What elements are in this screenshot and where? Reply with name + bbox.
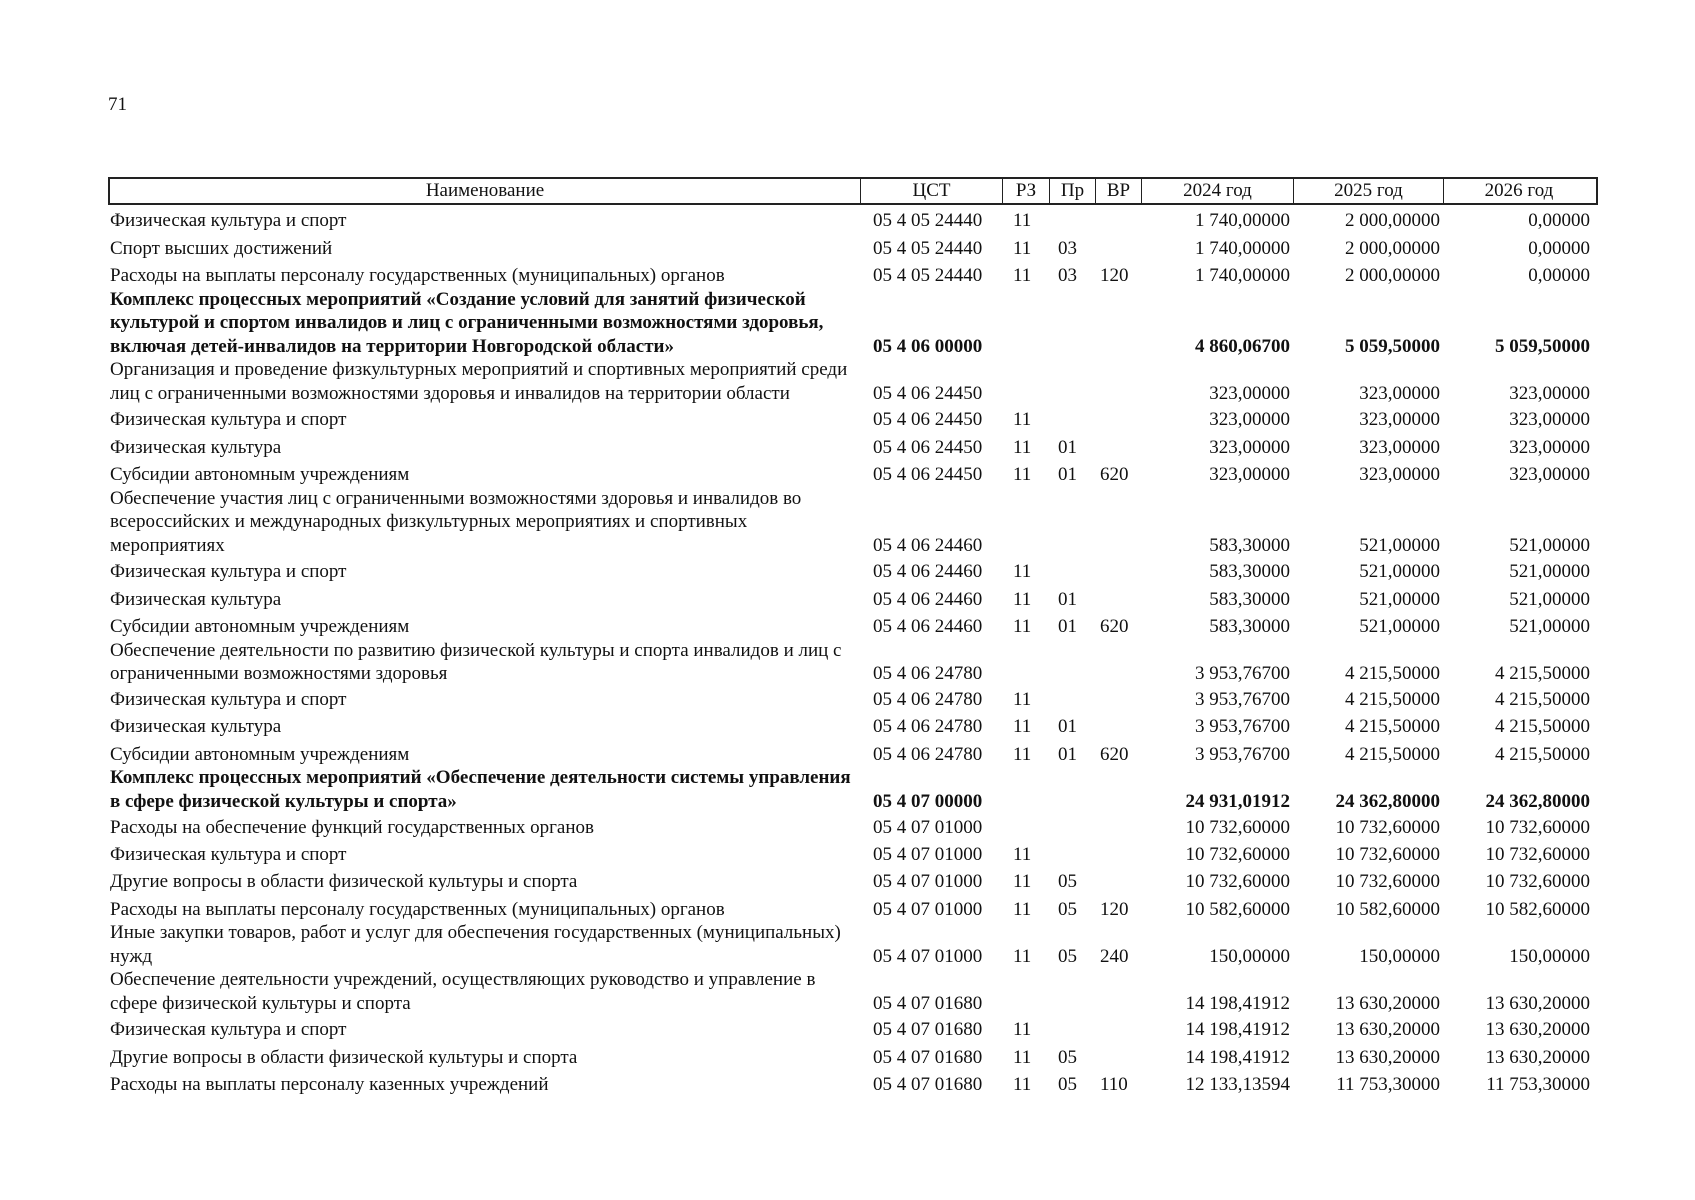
row-name: Спорт высших достижений — [110, 237, 333, 259]
row-2024: 583,30000 — [1209, 561, 1290, 582]
row-vr: 120 — [1100, 265, 1129, 286]
row-name: Обеспечение деятельности учреждений, осуществляющих руководство и управление в сфере физической культуры и спорта — [110, 969, 816, 1014]
row-cst: 05 4 06 24460 — [873, 588, 983, 610]
header-rz: РЗ — [1003, 179, 1050, 203]
row-2025: 2 000,00000 — [1345, 265, 1440, 286]
table-row — [108, 209, 1598, 233]
row-vr: 110 — [1100, 1074, 1128, 1095]
row-2025: 10 732,60000 — [1335, 817, 1440, 838]
row-2026: 4 215,50000 — [1495, 743, 1590, 765]
row-vr: 240 — [1100, 945, 1129, 967]
row-2024: 1 740,00000 — [1195, 210, 1290, 231]
row-name: Физическая культура и спорт — [110, 409, 347, 430]
row-2025: 323,00000 — [1359, 436, 1440, 458]
row-cst: 05 4 06 24780 — [873, 743, 983, 765]
row-pr: 05 — [1058, 1046, 1077, 1068]
row-2025: 2 000,00000 — [1345, 210, 1440, 231]
row-2026: 521,00000 — [1509, 588, 1590, 610]
row-2025: 5 059,50000 — [1345, 335, 1440, 357]
row-vr: 620 — [1100, 464, 1129, 485]
row-2024: 3 953,76700 — [1195, 663, 1290, 684]
table-row — [108, 463, 1598, 487]
row-2024: 583,30000 — [1209, 534, 1290, 556]
row-cst: 05 4 07 01000 — [873, 871, 983, 892]
table-row — [108, 1018, 1598, 1042]
row-name: Другие вопросы в области физической культуры и спорта — [110, 871, 578, 892]
row-2026: 323,00000 — [1509, 409, 1590, 430]
row-2026: 13 630,20000 — [1485, 1046, 1590, 1068]
row-2026: 323,00000 — [1509, 436, 1590, 458]
table-row — [108, 408, 1598, 432]
row-2024: 3 953,76700 — [1195, 688, 1290, 710]
row-pr: 01 — [1058, 436, 1077, 458]
row-2025: 24 362,80000 — [1335, 790, 1440, 812]
row-name: Расходы на выплаты персоналу государственных (муниципальных) органов — [110, 898, 725, 920]
row-name: Физическая культура — [110, 716, 282, 737]
row-cst: 05 4 06 24450 — [873, 382, 983, 404]
row-2024: 1 740,00000 — [1195, 265, 1290, 286]
row-2026: 24 362,80000 — [1485, 790, 1590, 812]
row-2025: 10 732,60000 — [1335, 843, 1440, 865]
row-2025: 13 630,20000 — [1335, 1046, 1440, 1068]
row-name: Субсидии автономным учреждениям — [110, 616, 410, 637]
row-2026: 0,00000 — [1528, 237, 1590, 259]
row-pr: 01 — [1058, 716, 1077, 737]
row-pr: 01 — [1058, 616, 1077, 637]
row-name: Расходы на выплаты персоналу казенных учреждений — [110, 1074, 549, 1095]
row-2026: 150,00000 — [1509, 945, 1590, 967]
row-2025: 13 630,20000 — [1335, 992, 1440, 1014]
row-rz: 11 — [1013, 716, 1032, 737]
row-pr: 05 — [1058, 945, 1077, 967]
row-2024: 1 740,00000 — [1195, 237, 1290, 259]
row-2026: 521,00000 — [1509, 534, 1590, 556]
table-row — [108, 639, 1598, 686]
table-row — [108, 487, 1598, 558]
row-2024: 12 133,13594 — [1185, 1074, 1290, 1095]
row-name: Комплекс процессных мероприятий «Создание условий для занятий физической культурой и спортом инвалидов и лиц с ограниченными возможностями здоровья, включая детей-инвалидов на территории Новгородской области» — [110, 288, 824, 357]
table-header — [108, 177, 1598, 205]
row-vr: 620 — [1100, 616, 1129, 637]
row-rz: 11 — [1013, 409, 1032, 430]
row-2024: 10 582,60000 — [1185, 898, 1290, 920]
row-cst: 05 4 06 24780 — [873, 716, 983, 737]
row-2025: 323,00000 — [1359, 464, 1440, 485]
row-name: Физическая культура и спорт — [110, 843, 347, 865]
row-pr: 05 — [1058, 1074, 1077, 1095]
row-2024: 10 732,60000 — [1185, 817, 1290, 838]
row-2026: 4 215,50000 — [1495, 688, 1590, 710]
row-name: Физическая культура и спорт — [110, 210, 347, 231]
row-2025: 4 215,50000 — [1345, 663, 1440, 684]
table-row — [108, 436, 1598, 460]
row-rz: 11 — [1013, 210, 1032, 231]
row-cst: 05 4 06 24450 — [873, 464, 983, 485]
row-pr: 03 — [1058, 237, 1077, 259]
table-row — [108, 560, 1598, 584]
row-2025: 4 215,50000 — [1345, 743, 1440, 765]
row-name: Физическая культура — [110, 588, 282, 610]
row-2026: 521,00000 — [1509, 561, 1590, 582]
row-rz: 11 — [1013, 945, 1032, 967]
row-rz: 11 — [1013, 743, 1032, 765]
row-2025: 521,00000 — [1359, 616, 1440, 637]
row-cst: 05 4 06 24450 — [873, 436, 983, 458]
row-2026: 13 630,20000 — [1485, 1019, 1590, 1040]
row-cst: 05 4 07 01680 — [873, 1019, 983, 1040]
row-name: Иные закупки товаров, работ и услуг для обеспечения государственных (муниципальных) нужд — [110, 922, 841, 967]
row-vr: 620 — [1100, 743, 1129, 765]
row-2026: 323,00000 — [1509, 382, 1590, 404]
row-cst: 05 4 07 01000 — [873, 945, 983, 967]
table-row — [108, 358, 1598, 405]
row-2026: 4 215,50000 — [1495, 663, 1590, 684]
row-cst: 05 4 07 01000 — [873, 817, 983, 838]
row-2025: 521,00000 — [1359, 561, 1440, 582]
row-name: Субсидии автономным учреждениям — [110, 464, 410, 485]
table-row — [108, 715, 1598, 739]
row-2026: 10 732,60000 — [1485, 817, 1590, 838]
table-row — [108, 288, 1598, 359]
row-cst: 05 4 07 01000 — [873, 898, 983, 920]
row-name: Другие вопросы в области физической культуры и спорта — [110, 1046, 578, 1068]
table-row — [108, 843, 1598, 867]
row-cst: 05 4 06 24780 — [873, 663, 983, 684]
row-rz: 11 — [1013, 898, 1032, 920]
row-name: Физическая культура и спорт — [110, 561, 347, 582]
row-pr: 03 — [1058, 265, 1077, 286]
row-2025: 13 630,20000 — [1335, 1019, 1440, 1040]
row-2024: 3 953,76700 — [1195, 716, 1290, 737]
table-row — [108, 766, 1598, 813]
row-2025: 4 215,50000 — [1345, 716, 1440, 737]
row-cst: 05 4 06 00000 — [873, 335, 983, 357]
row-cst: 05 4 06 24450 — [873, 409, 983, 430]
row-2025: 10 582,60000 — [1335, 898, 1440, 920]
row-rz: 11 — [1013, 237, 1032, 259]
row-rz: 11 — [1013, 265, 1032, 286]
row-2024: 150,00000 — [1209, 945, 1290, 967]
row-pr: 01 — [1058, 743, 1077, 765]
row-rz: 11 — [1013, 688, 1032, 710]
row-2024: 10 732,60000 — [1185, 843, 1290, 865]
row-2024: 323,00000 — [1209, 409, 1290, 430]
row-name: Субсидии автономным учреждениям — [110, 743, 410, 765]
table-row — [108, 688, 1598, 712]
row-rz: 11 — [1013, 1046, 1032, 1068]
row-cst: 05 4 06 24780 — [873, 688, 983, 710]
row-2026: 0,00000 — [1528, 210, 1590, 231]
row-cst: 05 4 05 24440 — [873, 265, 983, 286]
row-rz: 11 — [1013, 1074, 1032, 1095]
row-cst: 05 4 06 24460 — [873, 561, 983, 582]
table-row — [108, 968, 1598, 1015]
table-row — [108, 1073, 1598, 1097]
row-rz: 11 — [1013, 464, 1032, 485]
row-2026: 323,00000 — [1509, 464, 1590, 485]
row-2024: 24 931,01912 — [1185, 790, 1290, 812]
header-pr: Пр — [1050, 179, 1096, 203]
header-2026: 2026 год — [1484, 180, 1554, 201]
row-cst: 05 4 07 01680 — [873, 1074, 983, 1095]
row-2024: 323,00000 — [1209, 464, 1290, 485]
row-name: Обеспечение деятельности по развитию физической культуры и спорта инвалидов и лиц с ограниченными возможностями здоровья — [110, 639, 842, 684]
row-2024: 14 198,41912 — [1185, 1046, 1290, 1068]
table-row — [108, 743, 1598, 767]
row-rz: 11 — [1013, 1019, 1032, 1040]
row-pr: 01 — [1058, 588, 1077, 610]
table-row — [108, 237, 1598, 261]
row-name: Обеспечение участия лиц с ограниченными возможностями здоровья и инвалидов во всероссийских и международных физкультурных мероприятиях и спортивных мероприятиях — [110, 487, 802, 556]
row-2024: 323,00000 — [1209, 382, 1290, 404]
row-2025: 10 732,60000 — [1335, 871, 1440, 892]
row-2025: 2 000,00000 — [1345, 237, 1440, 259]
row-2026: 10 732,60000 — [1485, 871, 1590, 892]
row-cst: 05 4 07 01680 — [873, 992, 983, 1014]
row-2025: 521,00000 — [1359, 534, 1440, 556]
row-2026: 13 630,20000 — [1485, 992, 1590, 1014]
row-pr: 05 — [1058, 871, 1077, 892]
row-2024: 10 732,60000 — [1185, 871, 1290, 892]
row-2026: 10 582,60000 — [1485, 898, 1590, 920]
header-name: Наименование — [110, 179, 861, 203]
table-row — [108, 1046, 1598, 1070]
row-2024: 583,30000 — [1209, 588, 1290, 610]
row-2024: 4 860,06700 — [1195, 335, 1290, 357]
row-2025: 11 753,30000 — [1336, 1074, 1440, 1095]
row-cst: 05 4 06 24460 — [873, 616, 983, 637]
row-2026: 10 732,60000 — [1485, 843, 1590, 865]
table-row — [108, 870, 1598, 894]
row-cst: 05 4 07 01680 — [873, 1046, 983, 1068]
row-rz: 11 — [1013, 436, 1032, 458]
row-2026: 4 215,50000 — [1495, 716, 1590, 737]
row-name: Комплекс процессных мероприятий «Обеспечение деятельности системы управления в сфере физической культуры и спорта» — [110, 767, 851, 812]
row-name: Организация и проведение физкультурных мероприятий и спортивных мероприятий среди лиц с ограниченными возможностями здоровья и инвалидов на территории области — [110, 359, 848, 404]
row-2024: 14 198,41912 — [1185, 992, 1290, 1014]
row-cst: 05 4 07 01000 — [873, 843, 983, 865]
table-body — [108, 209, 1598, 1097]
row-2025: 521,00000 — [1359, 588, 1440, 610]
header-cst: ЦСТ — [861, 179, 1003, 203]
row-rz: 11 — [1013, 588, 1032, 610]
row-name: Расходы на выплаты персоналу государственных (муниципальных) органов — [110, 265, 725, 286]
row-rz: 11 — [1013, 871, 1032, 892]
row-rz: 11 — [1013, 616, 1032, 637]
budget-table — [108, 177, 1598, 1097]
row-name: Физическая культура — [110, 436, 282, 458]
table-row — [108, 588, 1598, 612]
row-2025: 4 215,50000 — [1345, 688, 1440, 710]
row-2025: 323,00000 — [1359, 382, 1440, 404]
row-rz: 11 — [1013, 843, 1032, 865]
table-row — [108, 264, 1598, 288]
row-2025: 150,00000 — [1359, 945, 1440, 967]
row-cst: 05 4 07 00000 — [873, 790, 983, 812]
row-pr: 01 — [1058, 464, 1077, 485]
row-rz: 11 — [1013, 561, 1032, 582]
row-2024: 14 198,41912 — [1185, 1019, 1290, 1040]
row-name: Расходы на обеспечение функций государственных органов — [110, 817, 594, 838]
header-2025: 2025 год — [1294, 179, 1444, 203]
row-name: Физическая культура и спорт — [110, 688, 347, 710]
table-row — [108, 921, 1598, 968]
row-2026: 0,00000 — [1528, 265, 1590, 286]
row-2026: 521,00000 — [1509, 616, 1590, 637]
table-row — [108, 816, 1598, 840]
page-number: 71 — [108, 94, 127, 115]
table-row — [108, 615, 1598, 639]
row-cst: 05 4 05 24440 — [873, 237, 983, 259]
row-2026: 5 059,50000 — [1495, 335, 1590, 357]
row-name: Физическая культура и спорт — [110, 1019, 347, 1040]
header-vr: ВР — [1096, 179, 1142, 203]
row-2024: 583,30000 — [1209, 616, 1290, 637]
row-2025: 323,00000 — [1359, 409, 1440, 430]
table-row — [108, 898, 1598, 922]
row-2024: 3 953,76700 — [1195, 743, 1290, 765]
row-pr: 05 — [1058, 898, 1077, 920]
row-2026: 11 753,30000 — [1486, 1074, 1590, 1095]
row-cst: 05 4 06 24460 — [873, 534, 983, 556]
row-vr: 120 — [1100, 898, 1129, 920]
row-cst: 05 4 05 24440 — [873, 210, 983, 231]
row-2024: 323,00000 — [1209, 436, 1290, 458]
header-2024: 2024 год — [1142, 179, 1294, 203]
